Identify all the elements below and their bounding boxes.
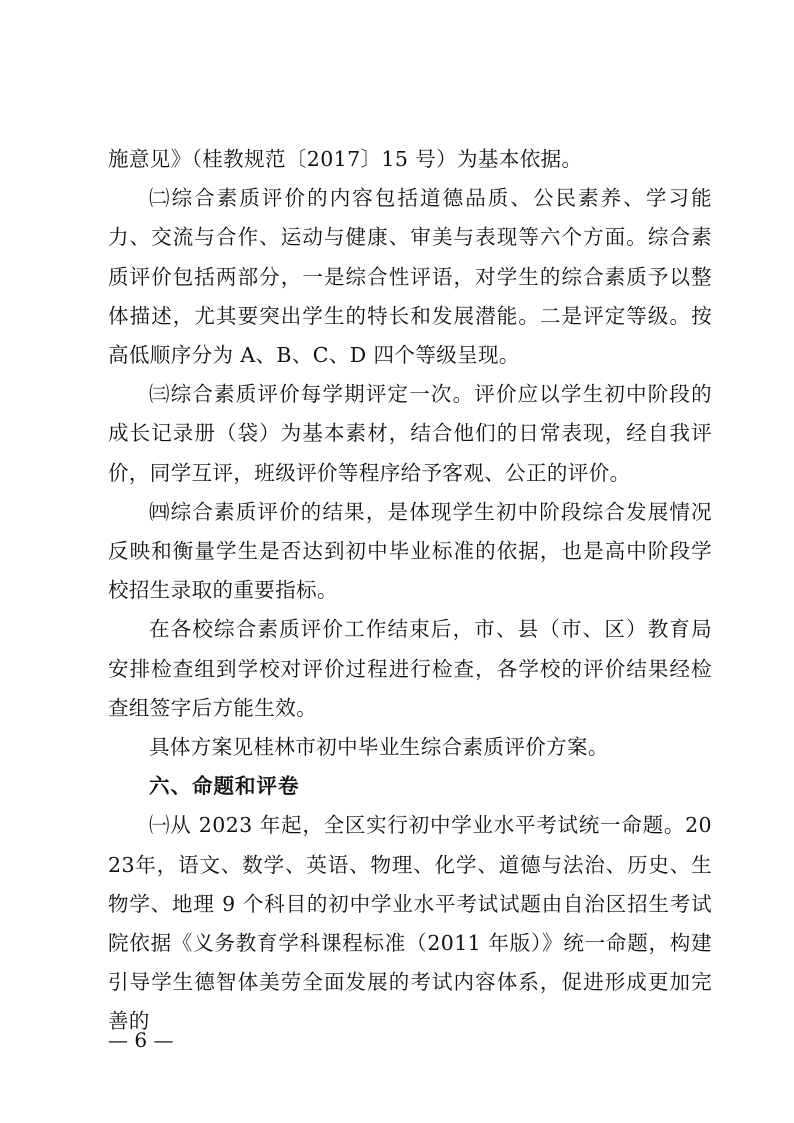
paragraph-continuation: 施意见》（桂教规范〔2017〕15 号）为基本依据。 bbox=[108, 147, 583, 171]
paragraph-unified-proposition: ㈠从 2023 年起，全区实行初中学业水平考试统一命题。2023年，语文、数学、英语、物理、化学、道德与法治、历史、生物学、地理 9 个科目的初中学业水平考试试题由自治区招生考试院依据《义务教育学科课程标准（2011 年版）》统一命题，构建引导学生德智体美劳全面发展的考试内容体系，促进形成更加完善的 bbox=[108, 813, 712, 1034]
paragraph-evaluation-content: ㈡综合素质评价的内容包括道德品质、公民素养、学习能力、交流与合作、运动与健康、审美与表现等六个方面。综合素质评价包括两部分，一是综合性评语，对学生的综合素质予以整体描述，尤其要突出学生的特长和发展潜能。二是评定等级。按高低顺序分为 A、B、C、D 四个等级呈现。 bbox=[108, 186, 712, 368]
paragraph-evaluation-frequency: ㈢综合素质评价每学期评定一次。评价应以学生初中阶段的成长记录册（袋）为基本素材，结合他们的日常表现，经自我评价，同学互评，班级评价等程序给予客观、公正的评价。 bbox=[108, 382, 712, 485]
section-heading: 六、命题和评卷 bbox=[149, 774, 300, 799]
paragraph-specific-plan: 具体方案见桂林市初中毕业生综合素质评价方案。 bbox=[149, 735, 609, 760]
paragraph-inspection: 在各校综合素质评价工作结束后，市、县（市、区）教育局安排检查组到学校对评价过程进行检查，各学校的评价结果经检查组签字后方能生效。 bbox=[108, 617, 712, 720]
document-body bbox=[108, 140, 712, 1042]
paragraph-evaluation-result: ㈣综合素质评价的结果，是体现学生初中阶段综合发展情况反映和衡量学生是否达到初中毕业标准的依据，也是高中阶段学校招生录取的重要指标。 bbox=[108, 499, 712, 603]
page-number: — 6 — bbox=[108, 1028, 174, 1052]
